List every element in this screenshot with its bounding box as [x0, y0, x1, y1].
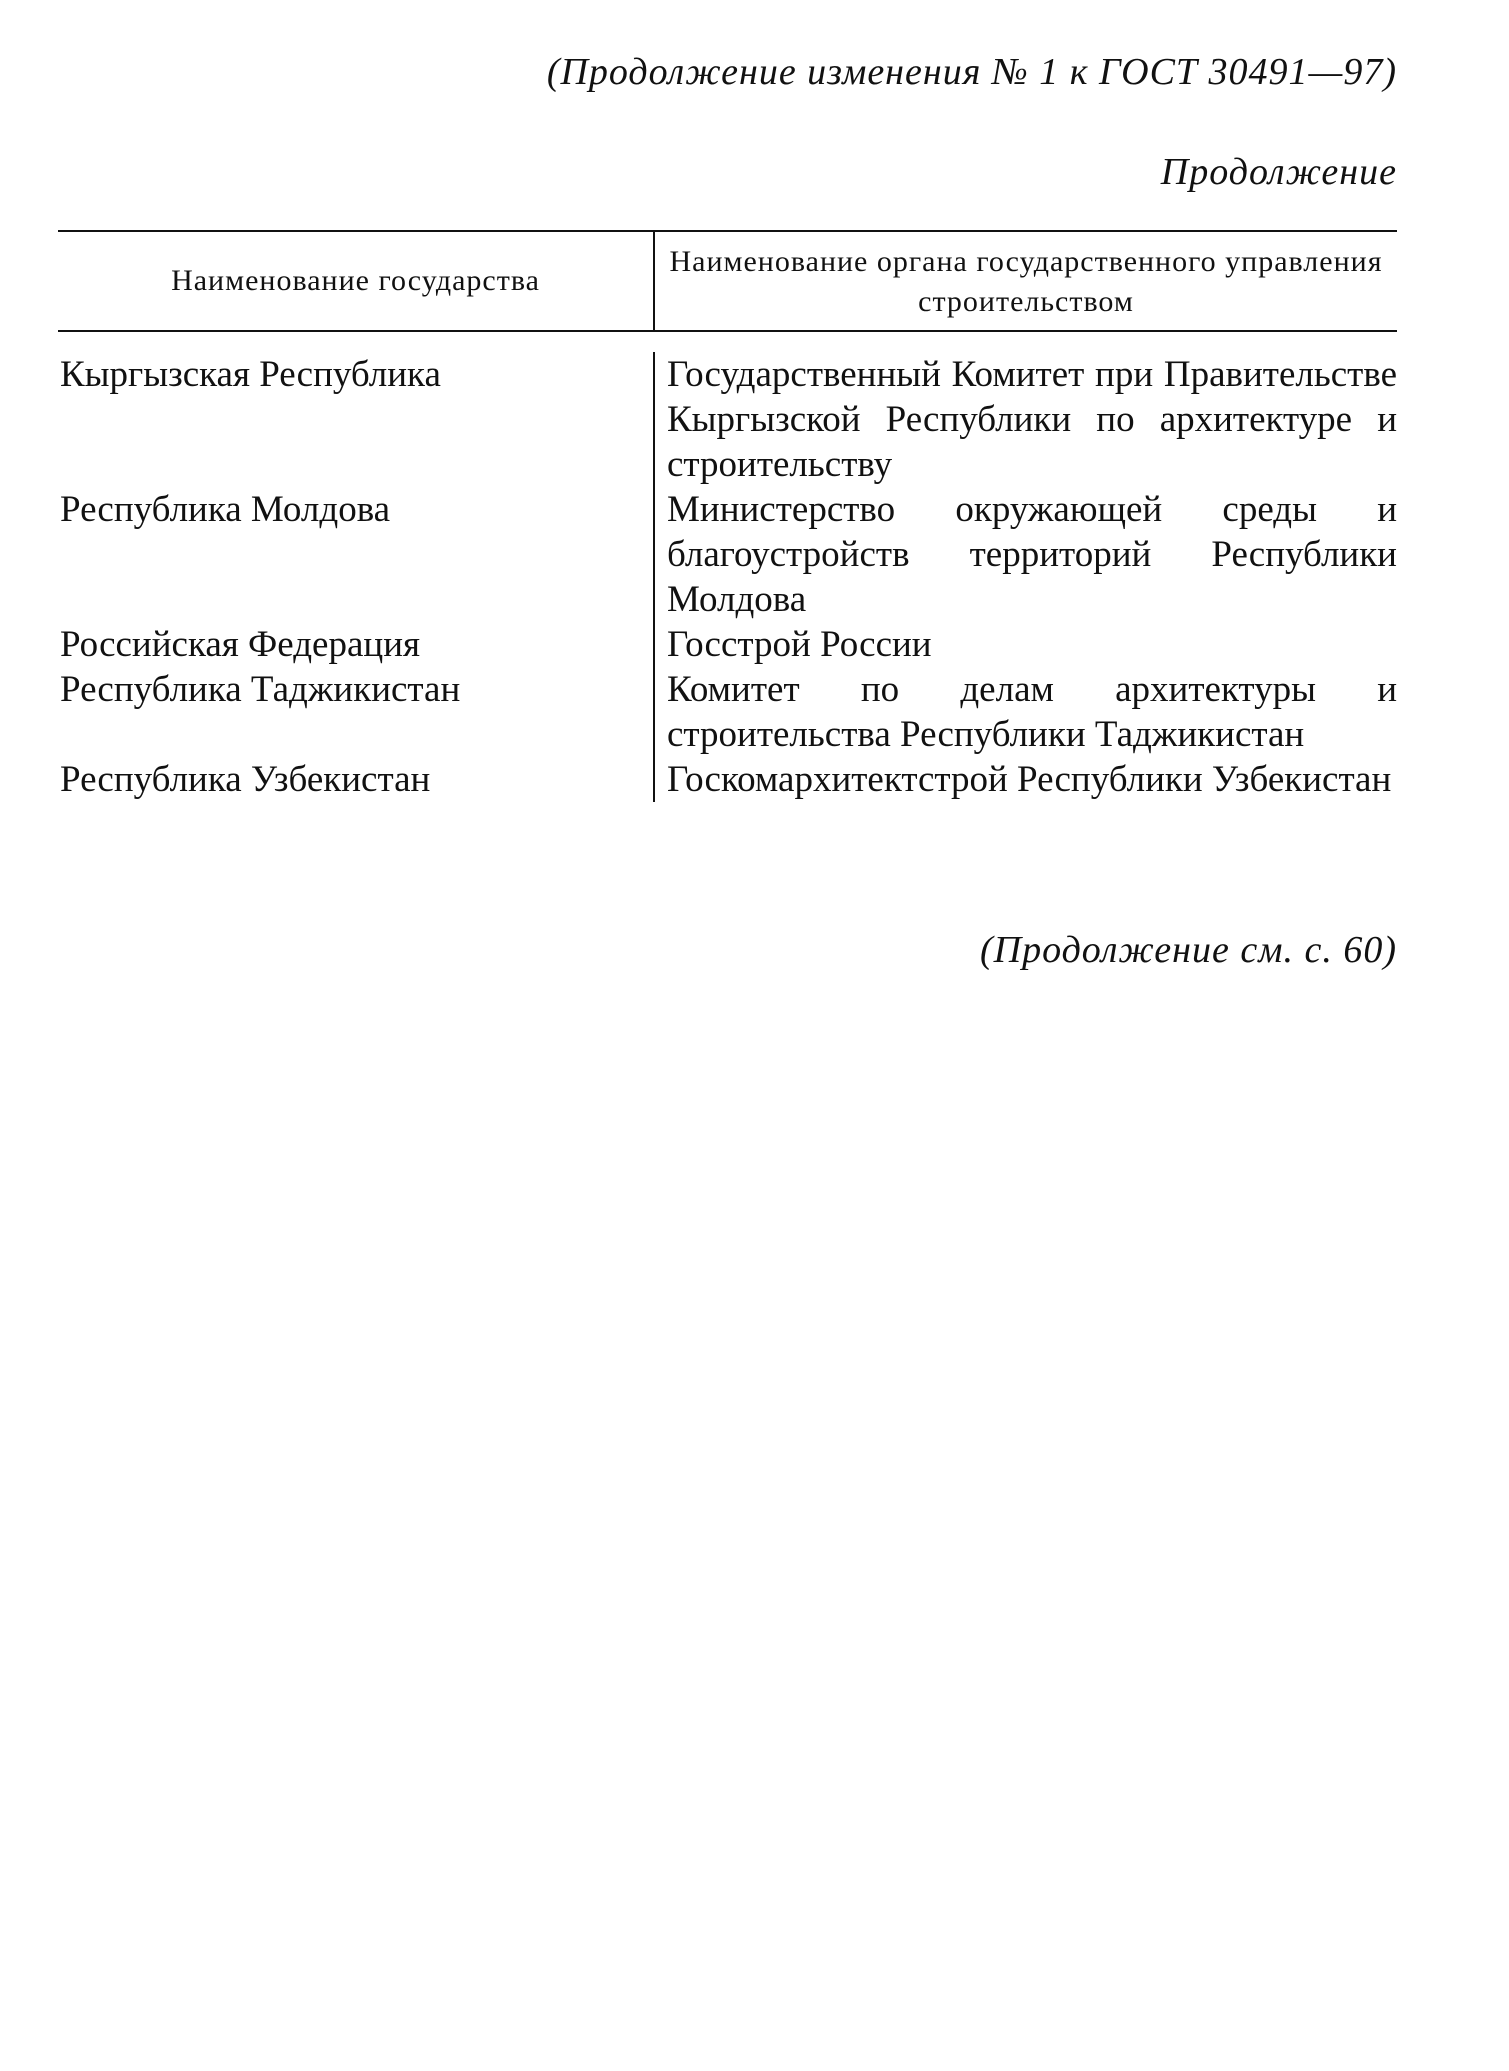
document-header-reference: (Продолжение изменения № 1 к ГОСТ 30491—97) — [546, 51, 1397, 93]
authority-name-cell: Госстрой России — [653, 622, 1397, 667]
table-row — [58, 757, 1397, 802]
state-name-cell: Республика Таджикистан — [60, 669, 461, 710]
authority-name-cell: Комитет по делам архитектуры и строительства Республики Таджикистан — [653, 667, 1397, 757]
table-body — [58, 332, 1397, 816]
column-header-authority: Наименование органа государственного управления строительством — [653, 232, 1397, 330]
column-header-state: Наименование государства — [171, 264, 540, 297]
table-row — [58, 487, 1397, 622]
state-name-cell: Кыргызская Республика — [60, 354, 441, 395]
authority-name-cell: Министерство окружающей среды и благоустройств территорий Республики Молдова — [653, 487, 1397, 622]
table-row — [58, 352, 1397, 487]
table-row — [58, 622, 1397, 667]
table-row — [58, 667, 1397, 757]
authorities-table — [58, 230, 1397, 816]
state-name-cell: Республика Узбекистан — [60, 759, 431, 800]
authority-name-cell: Госкомархитектстрой Республики Узбекистан — [653, 757, 1397, 802]
continuation-label: Продолжение — [1160, 151, 1397, 193]
table-header-row — [58, 232, 1397, 330]
continuation-footer-reference: (Продолжение см. с. 60) — [979, 929, 1397, 971]
authority-name-cell: Государственный Комитет при Правительстве Кыргызской Республики по архитектуре и строительству — [653, 352, 1397, 487]
state-name-cell: Российская Федерация — [60, 624, 421, 665]
state-name-cell: Республика Молдова — [60, 489, 391, 530]
